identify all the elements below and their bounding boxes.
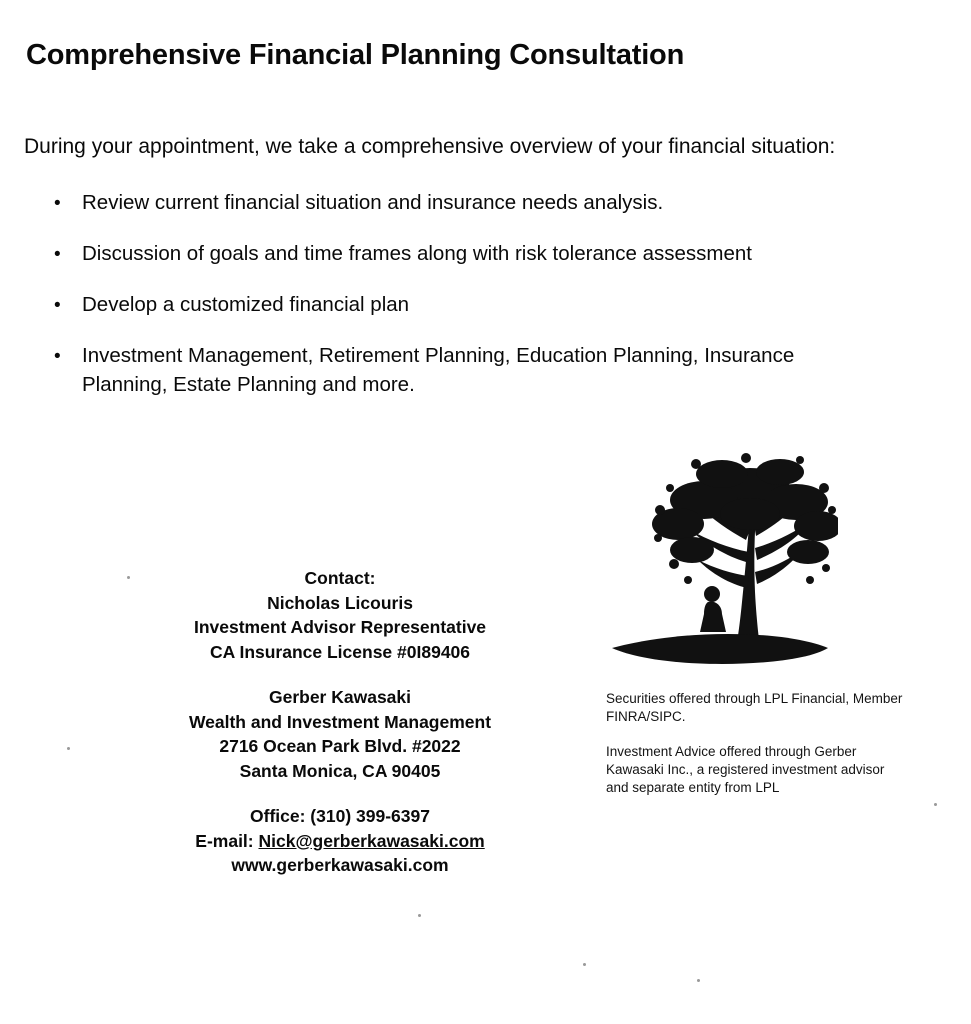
company-address-line1: 2716 Ocean Park Blvd. #2022 [219,736,461,756]
list-item [24,188,854,217]
intro-paragraph: During your appointment, we take a comprehensive overview of your financial situation: [24,135,836,158]
contact-office-phone: Office: (310) 399-6397 [250,806,430,826]
contact-email-link[interactable]: Nick@gerberkawasaki.com [258,830,485,851]
contact-block [120,566,560,878]
disclaimer-block [606,690,906,797]
list-item [24,341,854,399]
services-list [24,188,854,421]
scan-speck [583,963,586,966]
scan-speck [67,747,70,750]
scan-speck [934,803,937,806]
scan-speck [127,576,130,579]
bullet-icon: • [54,244,61,265]
company-tagline: Wealth and Investment Management [188,711,492,732]
list-item-label: Discussion of goals and time frames along with risk tolerance assessment [82,242,752,265]
contact-heading: Contact: [304,568,376,588]
bullet-icon: • [54,346,61,367]
contact-license: CA Insurance License #0I89406 [209,641,471,662]
contact-name: Nicholas Licouris [267,592,413,613]
disclaimer-line-2: Investment Advice offered through Gerber Kawasaki Inc., a registered investment advisor and separate entity from LPL [606,744,885,795]
contact-details-group [120,804,560,878]
scan-speck [418,914,421,917]
contact-company-group [120,685,560,783]
page-title: Comprehensive Financial Planning Consultation [26,39,685,72]
tree-with-person-logo [600,452,838,677]
disclaimer-line-1: Securities offered through LPL Financial, Member FINRA/SIPC. [606,691,903,724]
contact-role: Investment Advisor Representative [193,617,487,637]
contact-person-group [120,566,560,664]
list-item-label: Investment Management, Retirement Planning, Education Planning, Insurance Planning, Estate Planning and more. [82,344,795,396]
list-item-label: Review current financial situation and insurance needs analysis. [82,191,664,214]
contact-website: www.gerberkawasaki.com [231,855,449,875]
bullet-icon: • [54,295,61,316]
contact-email-row [120,829,560,854]
bullet-icon: • [54,193,61,214]
company-address-line2: Santa Monica, CA 90405 [239,760,441,781]
list-item-label: Develop a customized financial plan [82,293,410,316]
contact-email-label: E-mail: [195,830,259,851]
company-name: Gerber Kawasaki [268,687,412,707]
list-item [24,290,854,319]
list-item [24,239,854,268]
scan-speck [697,979,700,982]
